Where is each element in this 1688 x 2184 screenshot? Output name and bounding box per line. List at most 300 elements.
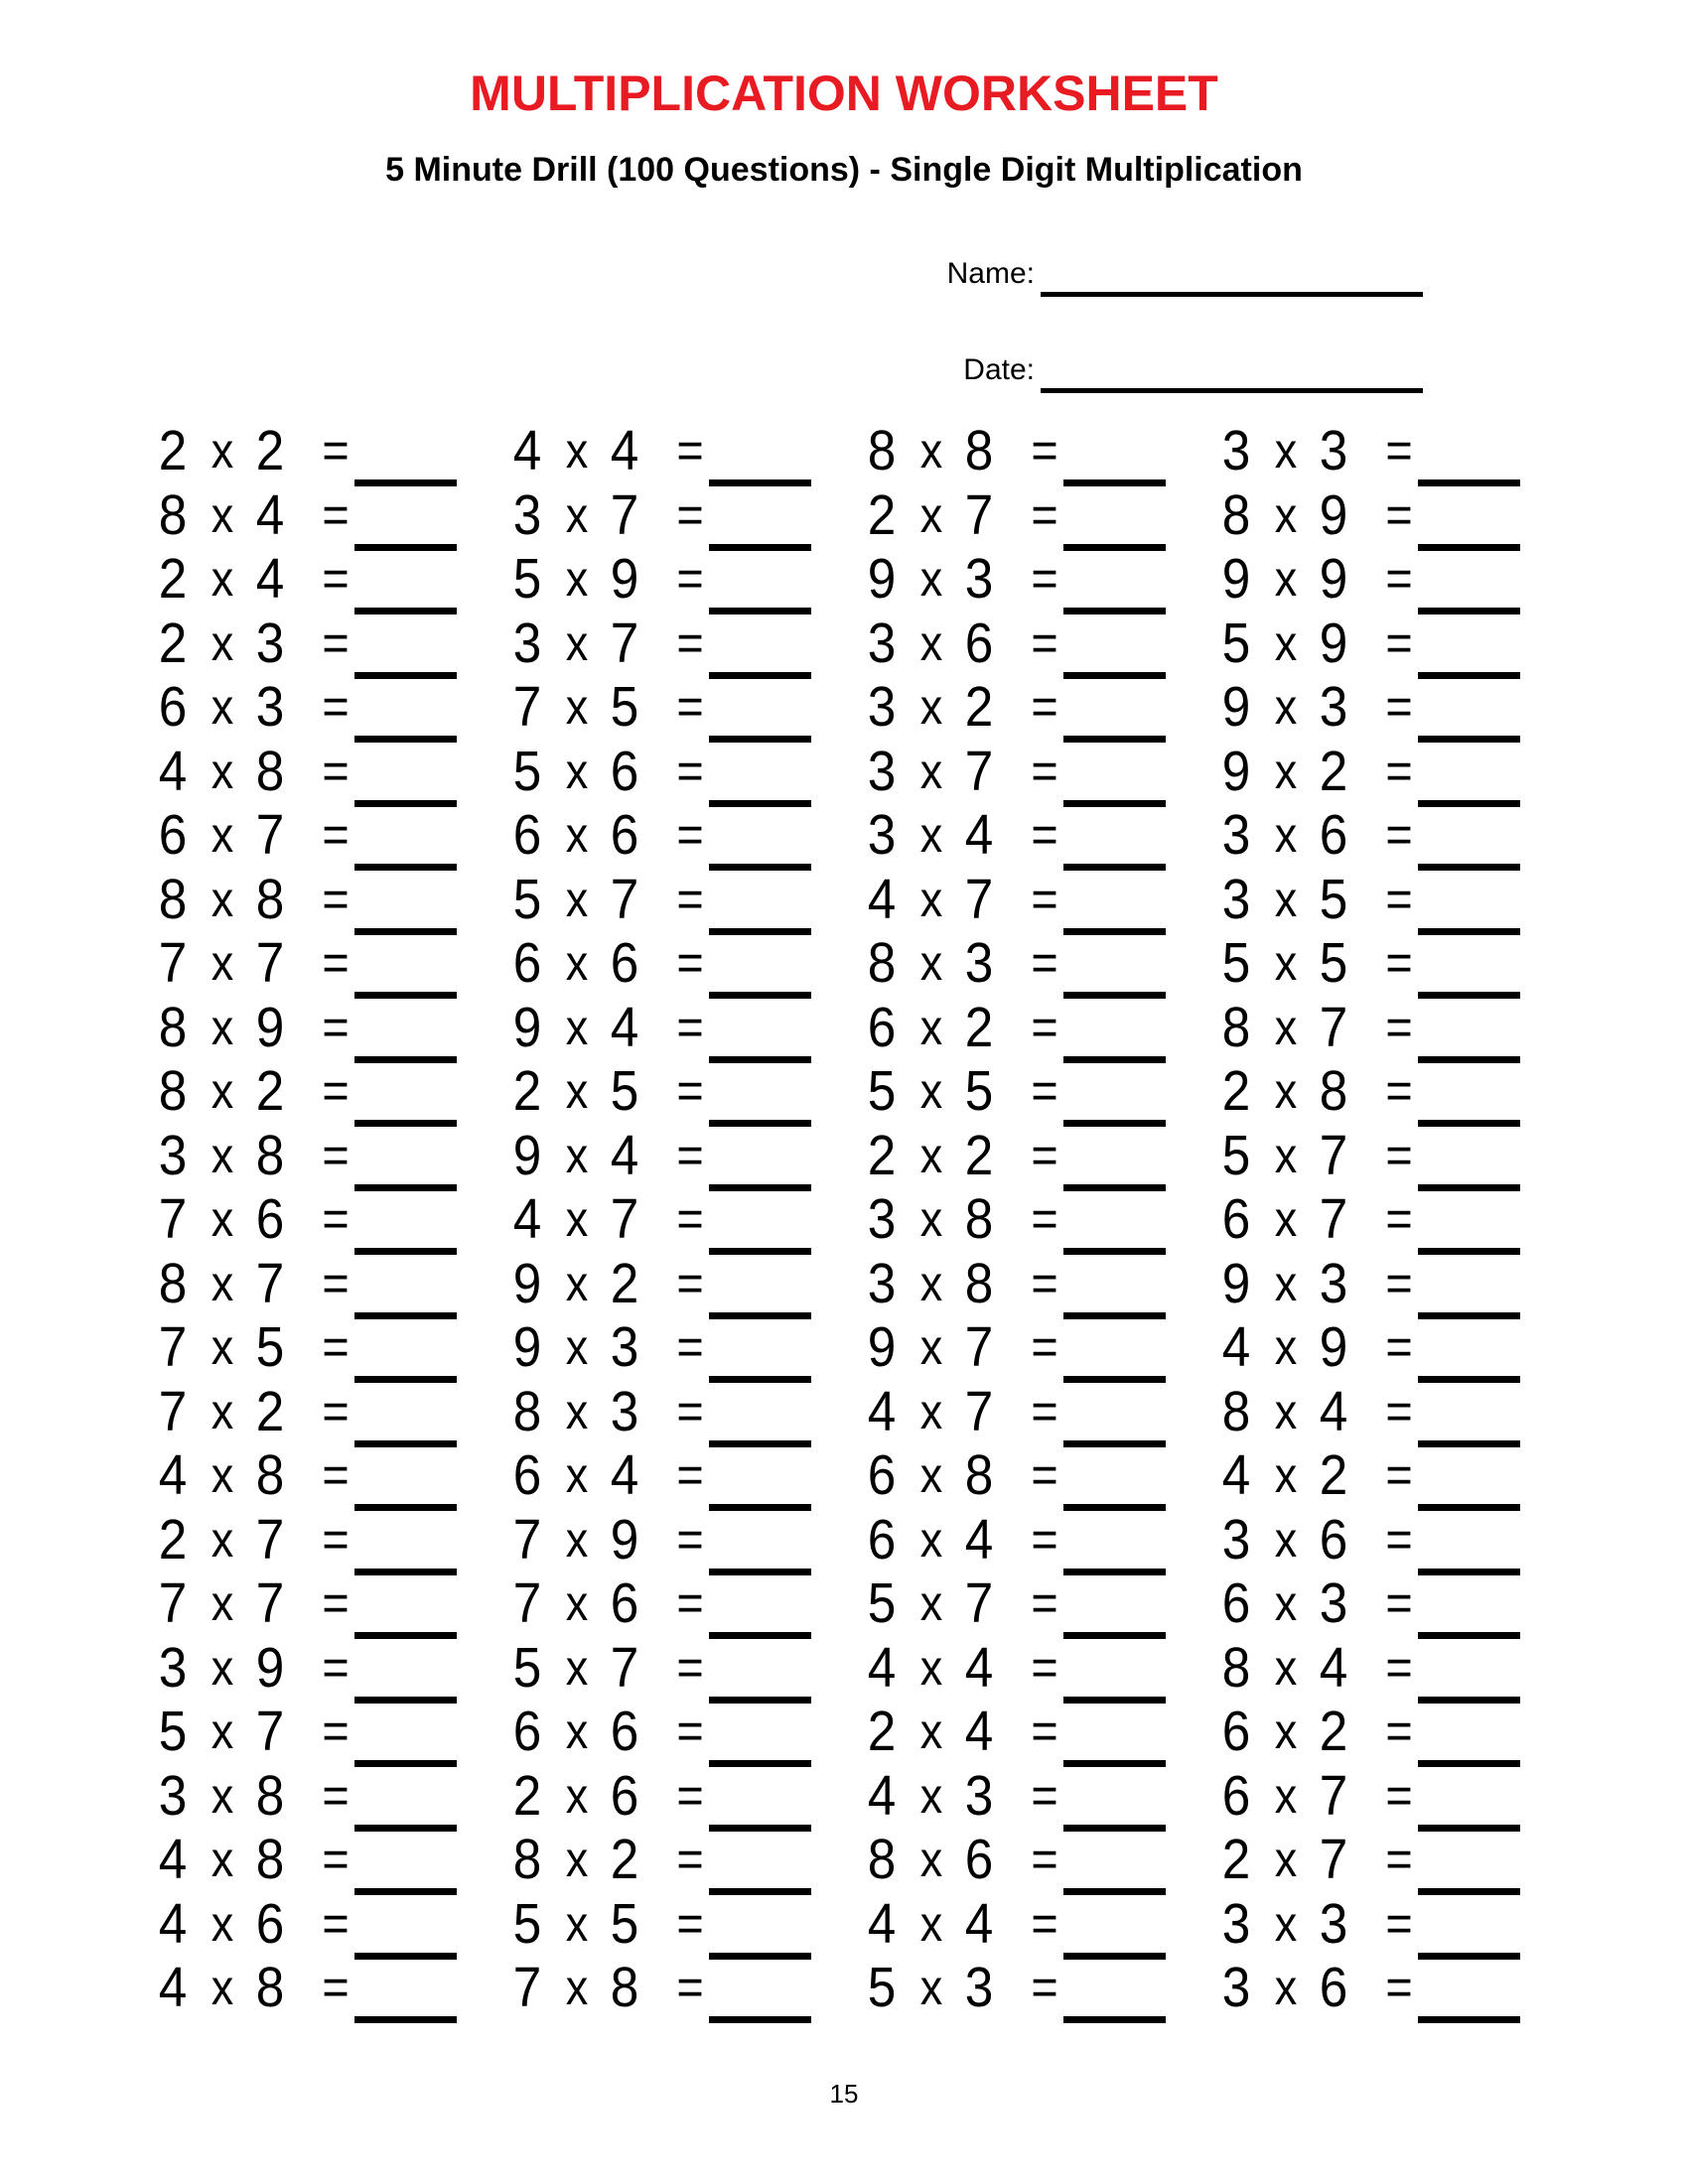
equals-sign: = [676, 806, 704, 864]
equals-sign: = [676, 1126, 704, 1184]
factor-a: 5 [512, 547, 542, 611]
multiply-sign: x [211, 743, 234, 799]
factor-a: 8 [158, 995, 188, 1059]
factor-a: 8 [867, 931, 897, 995]
equals-sign: = [1031, 614, 1058, 672]
equals-sign: = [1385, 485, 1413, 544]
problem-row [155, 996, 492, 1060]
factor-a: 2 [158, 547, 188, 611]
equals-sign: = [676, 870, 704, 928]
multiply-sign: x [565, 1319, 589, 1375]
multiply-sign: x [1274, 1575, 1298, 1631]
factor-b: 7 [964, 1571, 994, 1635]
equals-sign: = [322, 422, 350, 479]
equals-sign: = [1385, 1959, 1413, 2016]
problem-row [864, 1443, 1201, 1508]
factor-b: 4 [255, 482, 285, 547]
page-number: 15 [829, 2079, 859, 2109]
problem-row [509, 868, 847, 932]
multiply-sign: x [919, 871, 943, 927]
multiply-sign: x [565, 1127, 589, 1183]
multiply-sign: x [211, 807, 234, 863]
equals-sign: = [1385, 1894, 1413, 1953]
multiply-sign: x [1274, 551, 1298, 607]
factor-b: 8 [964, 1187, 994, 1251]
problem-row [155, 1700, 492, 1764]
problem-row [1218, 1636, 1556, 1701]
factor-b: 4 [964, 1507, 994, 1571]
factor-b: 7 [964, 482, 994, 547]
problem-row [509, 1380, 847, 1444]
multiply-sign: x [1274, 614, 1298, 671]
equals-sign: = [1031, 422, 1058, 479]
problems-column [155, 419, 492, 2020]
multiply-sign: x [1274, 1191, 1298, 1247]
problems-column [864, 419, 1201, 2020]
problem-row [509, 419, 847, 483]
multiply-sign: x [565, 807, 589, 863]
equals-sign: = [322, 1894, 350, 1953]
multiply-sign: x [1274, 1447, 1298, 1503]
equals-sign: = [322, 678, 350, 736]
factor-b: 6 [610, 1700, 639, 1763]
factor-a: 2 [867, 482, 897, 547]
problem-row [155, 1892, 492, 1957]
factor-a: 4 [867, 1763, 897, 1828]
equals-sign: = [676, 1062, 704, 1120]
problem-row [1218, 612, 1556, 676]
factor-b: 5 [610, 675, 639, 739]
equals-sign: = [322, 1703, 350, 1760]
multiply-sign: x [919, 1191, 943, 1247]
factor-a: 5 [867, 1059, 897, 1123]
equals-sign: = [322, 1446, 350, 1504]
factor-b: 6 [255, 1187, 285, 1251]
multiply-sign: x [1274, 1639, 1298, 1696]
equals-sign: = [676, 1190, 704, 1248]
factor-a: 4 [512, 1187, 542, 1251]
factor-b: 4 [255, 547, 285, 611]
multiply-sign: x [919, 1255, 943, 1311]
factor-a: 3 [512, 482, 542, 547]
factor-b: 8 [610, 1956, 639, 2019]
problem-row [155, 1380, 492, 1444]
multiply-sign: x [211, 1191, 234, 1247]
problem-row [1218, 1956, 1556, 2020]
factor-a: 8 [158, 1251, 188, 1315]
factor-a: 9 [512, 995, 542, 1059]
factor-a: 3 [867, 803, 897, 867]
factor-b: 2 [1319, 739, 1348, 803]
factor-a: 3 [512, 611, 542, 675]
problem-row [155, 1124, 492, 1188]
multiply-sign: x [919, 1704, 943, 1759]
multiply-sign: x [211, 614, 234, 671]
factor-a: 4 [158, 1443, 188, 1507]
factor-b: 8 [255, 739, 285, 803]
multiply-sign: x [1274, 679, 1298, 735]
name-blank-line [1041, 292, 1423, 297]
problem-row [1218, 1443, 1556, 1508]
factor-b: 7 [610, 611, 639, 675]
factor-b: 5 [1319, 867, 1348, 931]
factor-a: 2 [512, 1059, 542, 1123]
factor-b: 7 [1319, 1828, 1348, 1891]
equals-sign: = [1385, 614, 1413, 672]
problem-row [864, 1571, 1201, 1636]
factor-a: 4 [867, 1635, 897, 1700]
answer-blank [354, 2016, 457, 2023]
problem-row [864, 803, 1201, 868]
equals-sign: = [1031, 1638, 1058, 1697]
factor-a: 7 [512, 1956, 542, 2019]
multiply-sign: x [211, 1575, 234, 1631]
factor-a: 8 [512, 1828, 542, 1891]
equals-sign: = [1385, 934, 1413, 992]
multiply-sign: x [565, 551, 589, 607]
factor-a: 7 [158, 1379, 188, 1443]
factor-b: 3 [964, 1763, 994, 1828]
factor-b: 4 [964, 1635, 994, 1700]
problem-row [864, 612, 1201, 676]
multiply-sign: x [211, 1127, 234, 1183]
factor-b: 7 [610, 1635, 639, 1700]
equals-sign: = [676, 678, 704, 736]
factor-a: 4 [867, 867, 897, 931]
factor-b: 7 [255, 931, 285, 995]
factor-a: 2 [1221, 1059, 1251, 1123]
equals-sign: = [1031, 1510, 1058, 1569]
factor-a: 6 [867, 995, 897, 1059]
factor-b: 6 [1319, 803, 1348, 867]
equals-sign: = [322, 1190, 350, 1248]
equals-sign: = [1385, 1831, 1413, 1888]
equals-sign: = [322, 1382, 350, 1440]
equals-sign: = [1031, 1190, 1058, 1248]
problem-row [509, 1187, 847, 1252]
multiply-sign: x [919, 807, 943, 863]
multiply-sign: x [919, 1767, 943, 1824]
multiply-sign: x [565, 1832, 589, 1887]
problem-row [1218, 1380, 1556, 1444]
problem-row [155, 1571, 492, 1636]
problem-row [155, 547, 492, 612]
factor-b: 6 [964, 1828, 994, 1891]
problem-row [1218, 1700, 1556, 1764]
problem-row [509, 1892, 847, 1957]
name-label: Name: [946, 257, 1035, 290]
problem-row [509, 996, 847, 1060]
multiply-sign: x [211, 551, 234, 607]
factor-a: 6 [512, 1443, 542, 1507]
factor-b: 2 [255, 419, 285, 482]
problem-row [509, 1508, 847, 1572]
multiply-sign: x [565, 1063, 589, 1119]
multiply-sign: x [919, 1063, 943, 1119]
multiply-sign: x [1274, 743, 1298, 799]
factor-a: 9 [867, 547, 897, 611]
factor-b: 7 [610, 1187, 639, 1251]
factor-b: 3 [1319, 1251, 1348, 1315]
equals-sign: = [1385, 1766, 1413, 1825]
multiply-sign: x [1274, 1255, 1298, 1311]
factor-b: 4 [964, 1891, 994, 1956]
factor-b: 8 [255, 1123, 285, 1187]
equals-sign: = [676, 1831, 704, 1888]
multiply-sign: x [1274, 1511, 1298, 1568]
multiply-sign: x [565, 423, 589, 478]
factor-b: 4 [610, 1123, 639, 1187]
factor-a: 3 [867, 1251, 897, 1315]
multiply-sign: x [211, 1447, 234, 1503]
factor-a: 8 [867, 419, 897, 482]
multiply-sign: x [565, 1704, 589, 1759]
factor-b: 8 [255, 1956, 285, 2019]
problem-row [864, 1124, 1201, 1188]
multiply-sign: x [211, 1895, 234, 1952]
answer-blank [709, 2016, 811, 2023]
factor-a: 5 [1221, 931, 1251, 995]
factor-a: 7 [158, 1571, 188, 1635]
factor-b: 7 [1319, 1123, 1348, 1187]
problem-row [155, 740, 492, 804]
multiply-sign: x [1274, 1704, 1298, 1759]
multiply-sign: x [919, 1511, 943, 1568]
equals-sign: = [676, 1766, 704, 1825]
factor-a: 3 [867, 739, 897, 803]
factor-a: 8 [158, 1059, 188, 1123]
factor-a: 6 [1221, 1571, 1251, 1635]
multiply-sign: x [919, 423, 943, 478]
factor-a: 6 [512, 803, 542, 867]
factor-a: 4 [512, 419, 542, 482]
problem-row [155, 1443, 492, 1508]
factor-a: 6 [867, 1507, 897, 1571]
problem-row [1218, 547, 1556, 612]
multiply-sign: x [565, 1447, 589, 1503]
factor-a: 2 [867, 1123, 897, 1187]
equals-sign: = [676, 1703, 704, 1760]
problem-row [1218, 483, 1556, 548]
factor-b: 4 [610, 419, 639, 482]
factor-b: 8 [1319, 1059, 1348, 1123]
date-blank-line [1041, 388, 1423, 393]
equals-sign: = [1385, 1126, 1413, 1184]
factor-a: 7 [512, 1507, 542, 1571]
equals-sign: = [676, 485, 704, 544]
factor-a: 9 [512, 1123, 542, 1187]
factor-b: 3 [1319, 1571, 1348, 1635]
multiply-sign: x [211, 1255, 234, 1311]
factor-b: 6 [964, 611, 994, 675]
factor-b: 9 [255, 1635, 285, 1700]
multiply-sign: x [565, 743, 589, 799]
factor-b: 2 [255, 1379, 285, 1443]
factor-b: 6 [610, 739, 639, 803]
factor-b: 3 [964, 931, 994, 995]
multiply-sign: x [919, 679, 943, 735]
multiply-sign: x [565, 999, 589, 1055]
equals-sign: = [1031, 806, 1058, 864]
problem-row [1218, 1059, 1556, 1124]
factor-b: 9 [1319, 611, 1348, 675]
problem-row [864, 1252, 1201, 1316]
factor-a: 9 [1221, 675, 1251, 739]
equals-sign: = [1385, 1318, 1413, 1376]
factor-a: 8 [1221, 482, 1251, 547]
problem-row [509, 1315, 847, 1380]
factor-a: 6 [158, 803, 188, 867]
factor-a: 4 [158, 739, 188, 803]
factor-b: 7 [255, 1251, 285, 1315]
equals-sign: = [1031, 870, 1058, 928]
equals-sign: = [1031, 1959, 1058, 2016]
equals-sign: = [1031, 1894, 1058, 1953]
problem-row [155, 931, 492, 996]
problem-row [155, 1315, 492, 1380]
factor-a: 3 [1221, 1891, 1251, 1956]
factor-b: 8 [255, 867, 285, 931]
factor-a: 9 [1221, 739, 1251, 803]
equals-sign: = [1031, 934, 1058, 992]
equals-sign: = [676, 1574, 704, 1632]
factor-b: 2 [610, 1251, 639, 1315]
factor-a: 6 [158, 675, 188, 739]
factor-b: 3 [1319, 675, 1348, 739]
factor-a: 5 [512, 1635, 542, 1700]
factor-a: 3 [867, 1187, 897, 1251]
equals-sign: = [676, 1959, 704, 2016]
factor-a: 8 [1221, 1379, 1251, 1443]
multiply-sign: x [919, 551, 943, 607]
factor-b: 6 [1319, 1956, 1348, 2019]
equals-sign: = [1031, 1831, 1058, 1888]
factor-b: 8 [964, 1443, 994, 1507]
problem-row [864, 547, 1201, 612]
factor-a: 4 [867, 1379, 897, 1443]
factor-a: 2 [158, 611, 188, 675]
multiply-sign: x [565, 1383, 589, 1439]
factor-b: 4 [964, 1700, 994, 1763]
multiply-sign: x [211, 999, 234, 1055]
factor-a: 5 [1221, 1123, 1251, 1187]
equals-sign: = [322, 870, 350, 928]
factor-a: 6 [1221, 1763, 1251, 1828]
factor-b: 9 [1319, 547, 1348, 611]
factor-b: 5 [610, 1891, 639, 1956]
factor-b: 4 [610, 995, 639, 1059]
equals-sign: = [676, 1894, 704, 1953]
factor-a: 9 [1221, 1251, 1251, 1315]
equals-sign: = [322, 1959, 350, 2016]
factor-a: 8 [158, 482, 188, 547]
equals-sign: = [1031, 742, 1058, 800]
equals-sign: = [1385, 1446, 1413, 1504]
multiply-sign: x [211, 1639, 234, 1696]
equals-sign: = [676, 998, 704, 1056]
multiply-sign: x [919, 614, 943, 671]
equals-sign: = [1385, 1062, 1413, 1120]
equals-sign: = [1385, 870, 1413, 928]
equals-sign: = [1385, 678, 1413, 736]
equals-sign: = [322, 1318, 350, 1376]
problem-row [864, 1315, 1201, 1380]
factor-a: 3 [158, 1123, 188, 1187]
equals-sign: = [676, 934, 704, 992]
factor-a: 4 [1221, 1315, 1251, 1379]
problem-row [1218, 803, 1556, 868]
factor-b: 2 [255, 1059, 285, 1123]
equals-sign: = [322, 485, 350, 544]
factor-a: 7 [158, 931, 188, 995]
factor-b: 2 [610, 1828, 639, 1891]
multiply-sign: x [211, 679, 234, 735]
multiply-sign: x [565, 1511, 589, 1568]
problem-row [864, 1636, 1201, 1701]
problem-row [1218, 1315, 1556, 1380]
multiply-sign: x [1274, 1063, 1298, 1119]
multiply-sign: x [1274, 1127, 1298, 1183]
multiply-sign: x [565, 935, 589, 991]
problem-row [1218, 1187, 1556, 1252]
multiply-sign: x [919, 1575, 943, 1631]
factor-a: 7 [512, 675, 542, 739]
problem-row [509, 1764, 847, 1829]
date-label: Date: [963, 353, 1035, 386]
problem-row [155, 1764, 492, 1829]
problem-row [509, 1124, 847, 1188]
problem-row [509, 1956, 847, 2020]
multiply-sign: x [565, 614, 589, 671]
factor-a: 5 [867, 1571, 897, 1635]
equals-sign: = [1031, 998, 1058, 1056]
problem-row [1218, 419, 1556, 483]
problem-row [864, 996, 1201, 1060]
problem-row [864, 1508, 1201, 1572]
problem-row [864, 1892, 1201, 1957]
multiply-sign: x [919, 1447, 943, 1503]
factor-a: 2 [158, 419, 188, 482]
factor-b: 5 [964, 1059, 994, 1123]
equals-sign: = [1031, 1254, 1058, 1312]
factor-a: 6 [867, 1443, 897, 1507]
problem-row [864, 1828, 1201, 1892]
problem-row [509, 803, 847, 868]
problem-row [1218, 996, 1556, 1060]
equals-sign: = [676, 1382, 704, 1440]
factor-b: 2 [1319, 1443, 1348, 1507]
factor-a: 7 [158, 1187, 188, 1251]
factor-b: 9 [255, 995, 285, 1059]
problem-row [864, 740, 1201, 804]
problem-row [155, 803, 492, 868]
multiply-sign: x [565, 871, 589, 927]
problems-grid [0, 419, 1688, 2027]
problem-row [1218, 675, 1556, 740]
factor-a: 5 [158, 1700, 188, 1763]
multiply-sign: x [919, 1319, 943, 1375]
problem-row [509, 1059, 847, 1124]
problem-row [864, 1700, 1201, 1764]
equals-sign: = [1385, 1703, 1413, 1760]
problem-row [155, 1508, 492, 1572]
multiply-sign: x [211, 1319, 234, 1375]
problem-row [155, 612, 492, 676]
equals-sign: = [676, 422, 704, 479]
factor-a: 3 [1221, 419, 1251, 482]
factor-b: 9 [1319, 1315, 1348, 1379]
factor-b: 7 [964, 739, 994, 803]
